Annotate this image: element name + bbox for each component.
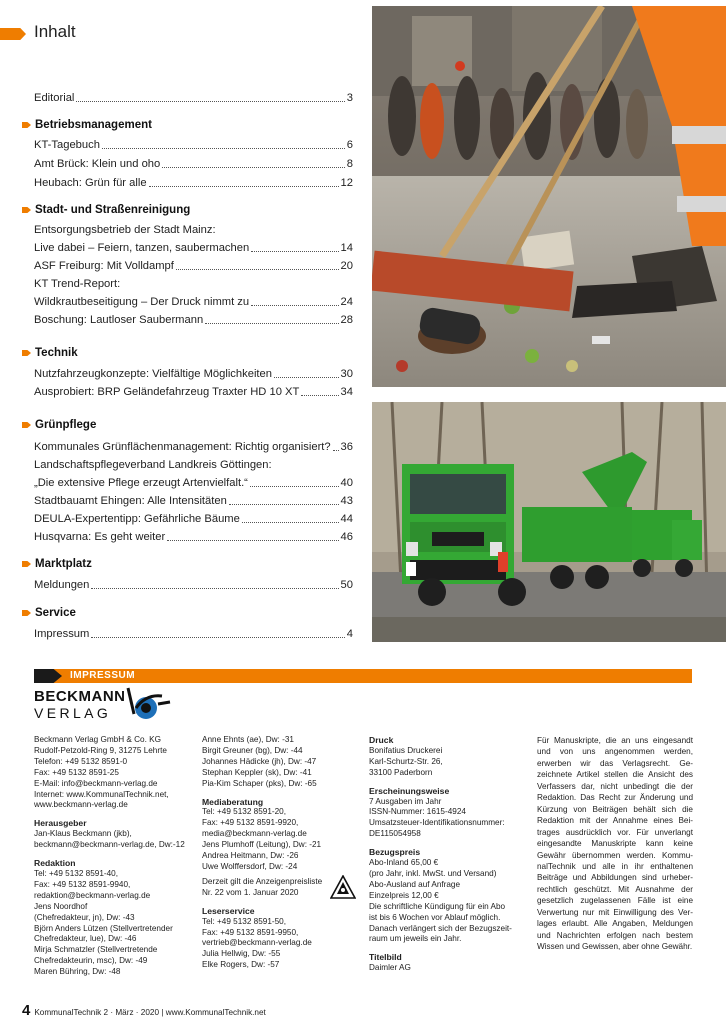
impressum-col-media: Anne Ehnts (ae), Dw: -31 Birgit Greuner (bg), Dw: -44 Johannes Hädicke (jh), Dw: -47 Stephan Keppler (sk), Dw: -41 Pia-Kim Schaper (pks), Dw: -65 Mediaberatung Tel: +49 5132 8591-20, Fax: +49 5132 8591-9920, media@beckmann-verlag.de Jens Plumhoff (Leitung), Dw: -21 Andrea Heitmann, Dw: -26 Uwe Wolffersdorf, Dw: -24 Derzeit gilt die Anzeigenpreisliste Nr. 22 vom 1. Januar 2020 Leserservice Tel: +49 5132 8591-50, Fax: +49 5132 8591-9950, vertrieb@beckmann-verlag.de Julia Hellwig, Dw: -55 Elke Rogers, Dw: -57	[202, 735, 362, 971]
toc-entry[interactable]: Boschung: Lautloser Saubermann 28	[34, 314, 353, 326]
toc-entry[interactable]: Live dabei – Feiern, tanzen, saubermachen 14	[34, 242, 353, 254]
toc-entry[interactable]: Heubach: Grün für alle 12	[34, 177, 353, 189]
page-number: 4	[22, 1002, 31, 1019]
toc-entry[interactable]: Kommunales Grünflächenmanagement: Richtig organisiert? 36	[34, 441, 353, 453]
heading-leserservice: Leserservice	[202, 905, 255, 916]
page-title: Inhalt	[34, 22, 76, 41]
iva-triangle-icon	[330, 875, 356, 899]
toc-entry[interactable]: Stadtbauamt Ehingen: Alle Intensitäten 43	[34, 495, 353, 507]
toc-entry[interactable]: Landschaftspflegeverband Landkreis Göttingen:	[34, 459, 272, 471]
heading-mediaberatung: Mediaberatung	[202, 796, 264, 807]
heading-bezugspreis: Bezugspreis	[369, 847, 421, 858]
toc-entry[interactable]: „Die extensive Pflege erzeugt Artenvielfalt.“ 40	[34, 477, 353, 489]
heading-herausgeber: Herausgeber	[34, 818, 87, 829]
inhalt-marker	[0, 28, 26, 40]
impressum-marker	[34, 669, 62, 683]
arrow-icon	[22, 207, 31, 213]
toc-entry[interactable]: DEULA-Expertentipp: Gefährliche Bäume 44	[34, 513, 353, 525]
toc-entry[interactable]: Amt Brück: Klein und oho 8	[34, 158, 353, 170]
toc-entry-page: 3	[346, 92, 353, 104]
logo-eye-icon	[122, 684, 172, 724]
toc-entry[interactable]: Nutzfahrzeugkonzepte: Vielfältige Möglichkeiten 30	[34, 368, 353, 380]
toc-entry[interactable]: KT-Tagebuch 6	[34, 139, 353, 151]
arrow-icon	[22, 610, 31, 616]
toc-section-betriebsmanagement: Betriebsmanagement	[22, 119, 152, 131]
toc-section-marktplatz: Marktplatz	[22, 558, 92, 570]
arrow-icon	[22, 561, 31, 567]
toc-section-service: Service	[22, 607, 76, 619]
arrow-icon	[22, 350, 31, 356]
logo-line1: BECKMANN	[34, 688, 126, 705]
page-footer	[22, 1002, 266, 1019]
heading-titelbild: Titelbild	[369, 952, 402, 963]
toc-section-technik: Technik	[22, 347, 78, 359]
street-cleaning-photo	[372, 6, 726, 387]
toc-entry[interactable]: Ausprobiert: BRP Geländefahrzeug Traxter HD 10 XT 34	[34, 386, 353, 398]
toc-entry[interactable]: Impressum 4	[34, 628, 353, 640]
impressum-bar	[34, 669, 692, 683]
toc-entry[interactable]: Entsorgungsbetrieb der Stadt Mainz:	[34, 224, 216, 236]
toc-entry[interactable]: Wildkrautbeseitigung – Der Druck nimmt zu 24	[34, 296, 353, 308]
heading-druck: Druck	[369, 735, 394, 745]
arrow-icon	[22, 122, 31, 128]
toc-entry-editorial[interactable]	[34, 91, 353, 105]
toc-section-strassenreinigung: Stadt- und Straßenreinigung	[22, 204, 190, 216]
toc-entry[interactable]: ASF Freiburg: Mit Volldampf 20	[34, 260, 353, 272]
heading-erscheinungsweise: Erscheinungsweise	[369, 785, 450, 796]
heading-redaktion: Redaktion	[34, 858, 76, 869]
toc-entry[interactable]: KT Trend-Report:	[34, 278, 121, 290]
arrow-icon	[22, 422, 31, 428]
toc-entry-title: Editorial	[34, 92, 75, 104]
toc-section-gruenpflege: Grünpflege	[22, 419, 96, 431]
toc-entry[interactable]: Meldungen 50	[34, 579, 353, 591]
toc-entry[interactable]: Husqvarna: Es geht weiter 46	[34, 531, 353, 543]
footer-text: KommunalTechnik 2 · März · 2020 | www.KommunalTechnik.net	[34, 1008, 266, 1017]
logo-line2: VERLAG	[34, 705, 112, 721]
impressum-label: IMPRESSUM	[70, 670, 136, 681]
impressum-col-legal: Für Manuskripte, die an uns eingesandt und von uns angenommen werden, erwerben wir das Verlagsrecht. Ge- zeichnete Artikel stellen die Ansicht des Verfassers dar, nicht unbedingt die der Redaktion. Das Recht zur Änderung und Kürzung von Beiträgen behält sich die Redaktion mit der Annahme eines Bei- trages ausdrücklich vor. Für unverlangt eingesandte Manuskripte kann keine Gewähr übernommen werden. Kommu- nalTechnik und alle in ihr enthaltenen Beiträge und Abbildungen sind urheber- rechtlich geschützt. Mit Ausnahme der gesetzlich zugelassenen Fälle ist eine Verwertung nur mit Einwilligung des Ver- lages erlaubt. Alle Angaben, Meldungen und Nachrichten erfolgen nach bestem Wissen und Gewissen, aber ohne Gewähr.	[537, 736, 693, 952]
impressum-col-publisher: Beckmann Verlag GmbH & Co. KG Rudolf-Petzold-Ring 9, 31275 Lehrte Telefon: +49 5132 8591-0 Fax: +49 5132 8591-25 E-Mail: info@beckmann-verlag.de Internet: www.KommunalTechnik.net, www.beckmann-verlag.de Herausgeber Jan-Klaus Beckmann (jkb), beckmann@beckmann-verlag.de, Dw:-12 Redaktion Tel: +49 5132 8591-40, Fax: +49 5132 8591-9940, redaktion@beckmann-verlag.de Jens Noordhof (Chefredakteur, jn), Dw: -43 Björn Anders Lützen (Stellvertretender Chefredakteur, lue), Dw: -46 Mirja Schmatzler (Stellvertretende Chefredakteurin, msc), Dw: -49 Maren Bühring, Dw: -48	[34, 735, 194, 978]
impressum-col-druck: Druck Bonifatius Druckerei Karl-Schurtz-Str. 26, 33100 Paderborn Erscheinungsweise 7 Ausgaben im Jahr ISSN-Nummer: 1615-4924 Umsatzsteuer-Identifikationsnummer: DE115054958 Bezugspreis Abo-Inland 65,00 € (pro Jahr, inkl. MwSt. und Versand) Abo-Ausland auf Anfrage Einzelpreis 12,00 € Die schriftliche Kündigung für ein Abo ist bis 6 Wochen vor Ablauf möglich. Danach verlängert sich der Bezugszeit- raum um jeweils ein Jahr. Titelbild Daimler AG	[369, 735, 529, 974]
truck-photo	[372, 402, 726, 642]
